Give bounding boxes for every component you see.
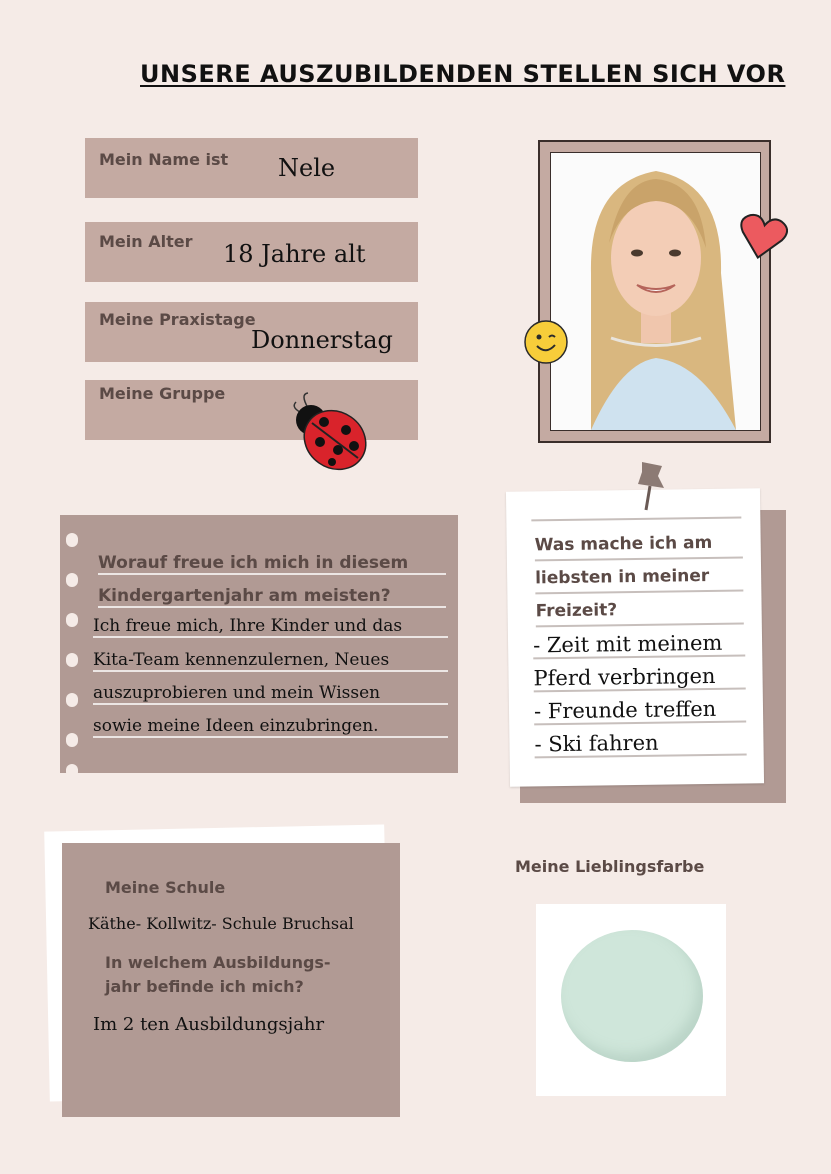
smiley-icon xyxy=(522,318,570,366)
name-strip xyxy=(85,138,418,198)
answer-line: sowie meine Ideen einzubringen. xyxy=(93,716,448,738)
photo xyxy=(550,152,761,431)
hobby-question-line: liebsten in meiner xyxy=(535,565,743,594)
answer-line: auszuprobieren und mein Wissen xyxy=(93,683,448,705)
heart-icon xyxy=(736,212,788,262)
color-swatch-card xyxy=(536,904,726,1096)
hobby-answer-line: - Zeit mit meinem xyxy=(533,630,745,659)
ring-hole xyxy=(66,533,78,547)
hobby-note xyxy=(506,488,764,787)
note-rule xyxy=(531,517,741,522)
hobby-answer-line: Pferd verbringen xyxy=(533,663,745,692)
hobby-question-line: Freizeit? xyxy=(535,598,743,627)
name-label: Mein Name ist xyxy=(99,150,229,169)
school-label: Meine Schule xyxy=(105,878,226,897)
group-label: Meine Gruppe xyxy=(99,384,226,403)
answer-line: Ich freue mich, Ihre Kinder und das xyxy=(93,616,448,638)
hobby-answer-line: - Ski fahren xyxy=(534,729,746,758)
answer-line: Kita-Team kennenzulernen, Neues xyxy=(93,650,448,672)
ring-hole xyxy=(66,693,78,707)
year-question-line: jahr befinde ich mich? xyxy=(105,977,304,996)
question-card xyxy=(60,515,458,773)
question-line: Worauf freue ich mich in diesem xyxy=(98,553,446,575)
ring-hole xyxy=(66,764,78,778)
age-label: Mein Alter xyxy=(99,232,193,251)
favorite-color-label: Meine Lieblingsfarbe xyxy=(515,857,705,876)
question-line: Kindergartenjahr am meisten? xyxy=(98,586,446,608)
ring-hole xyxy=(66,613,78,627)
age-value: 18 Jahre alt xyxy=(223,240,366,268)
days-strip xyxy=(85,302,418,362)
pushpin-icon xyxy=(628,458,674,514)
school-value: Käthe- Kollwitz- Schule Bruchsal xyxy=(88,914,354,933)
hobby-question-line: Was mache ich am xyxy=(535,532,743,561)
days-label: Meine Praxistage xyxy=(99,310,256,329)
name-value: Nele xyxy=(278,154,336,182)
school-card xyxy=(62,843,400,1117)
page-title: UNSERE AUSZUBILDENDEN STELLEN SICH VOR xyxy=(140,60,786,88)
ring-hole xyxy=(66,573,78,587)
ring-hole xyxy=(66,733,78,747)
ladybug-icon xyxy=(278,390,373,475)
photo-frame xyxy=(538,140,771,443)
ring-hole xyxy=(66,653,78,667)
age-strip xyxy=(85,222,418,282)
hobby-answer-line: - Freunde treffen xyxy=(534,696,746,725)
year-question-line: In welchem Ausbildungs- xyxy=(105,953,331,972)
year-value: Im 2 ten Ausbildungsjahr xyxy=(93,1014,325,1035)
days-value: Donnerstag xyxy=(251,326,393,354)
color-swatch xyxy=(561,930,703,1062)
